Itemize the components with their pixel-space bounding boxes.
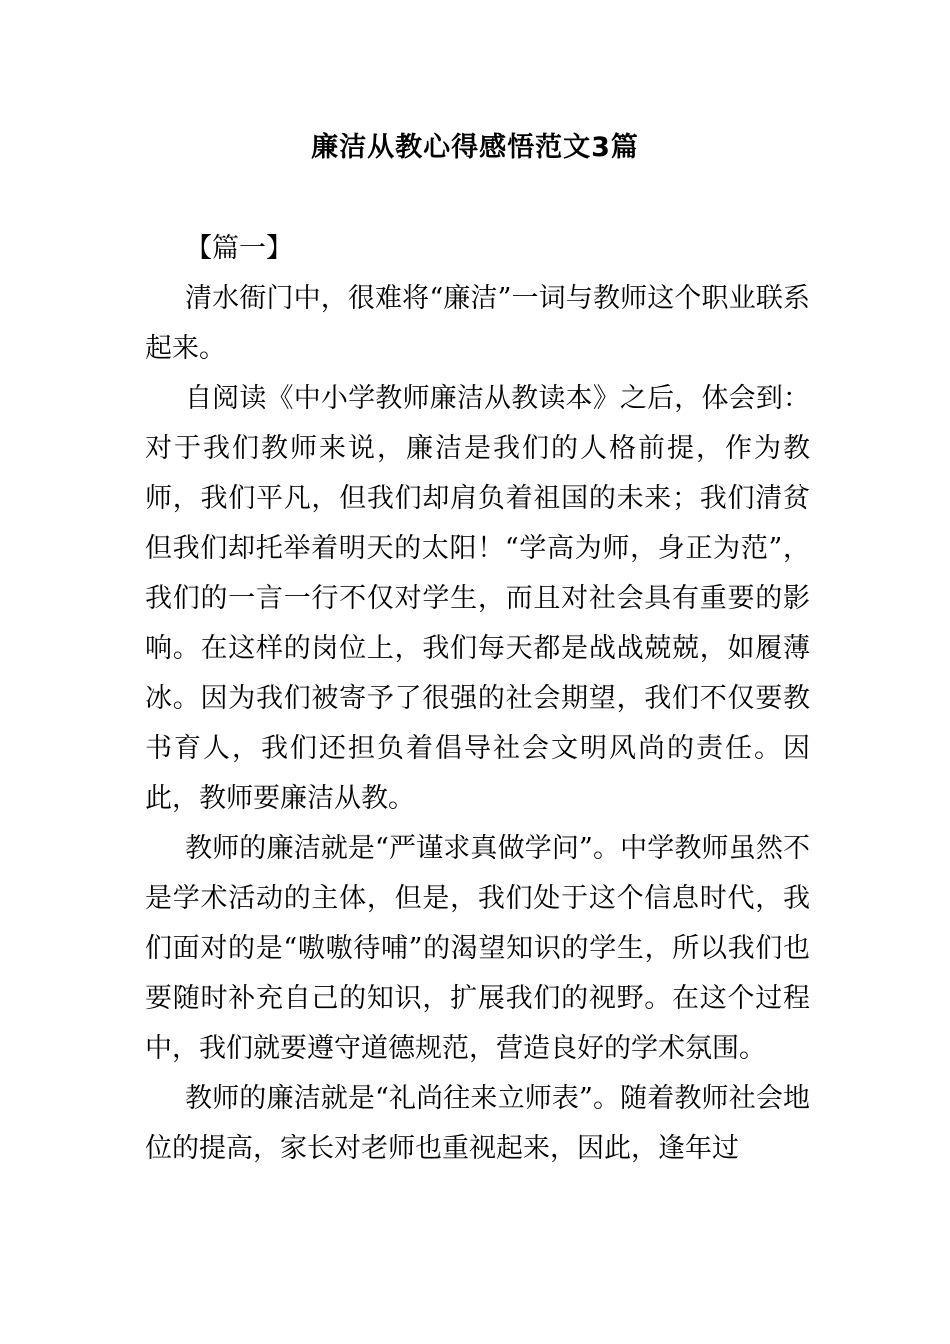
- section-heading: 【篇一】: [185, 233, 293, 264]
- document-title: 廉洁从教心得感悟范文3篇: [311, 132, 639, 163]
- paragraph-1: 清水衙门中，很难将“廉洁”一词与教师这个职业联系起来。: [145, 283, 810, 364]
- paragraph-2: 自阅读《中小学教师廉洁从教读本》之后，体会到：对于我们教师来说，廉洁是我们的人格前提，作为教师，我们平凡，但我们却肩负着祖国的未来；我们清贫但我们却托举着明天的太阳！“学高为师，身正为范”，我们的一言一行不仅对学生，而且对社会具有重要的影响。在这样的岗位上，我们每天都是战战兢兢，如履薄冰。因为我们被寄予了很强的社会期望，我们不仅要教书育人，我们还担负着倡导社会文明风尚的责任。因此，教师要廉洁从教。: [145, 383, 810, 814]
- paragraph-4: 教师的廉洁就是“礼尚往来立师表”。随着教师社会地位的提高，家长对老师也重视起来，因此，逢年过: [145, 1083, 810, 1164]
- paragraph-3: 教师的廉洁就是“严谨求真做学问”。中学教师虽然不是学术活动的主体，但是，我们处于这个信息时代，我们面对的是“嗷嗷待哺”的渴望知识的学生，所以我们也要随时补充自己的知识，扩展我们的视野。在这个过程中，我们就要遵守道德规范，营造良好的学术氛围。: [145, 833, 810, 1064]
- document-body: [145, 224, 810, 1174]
